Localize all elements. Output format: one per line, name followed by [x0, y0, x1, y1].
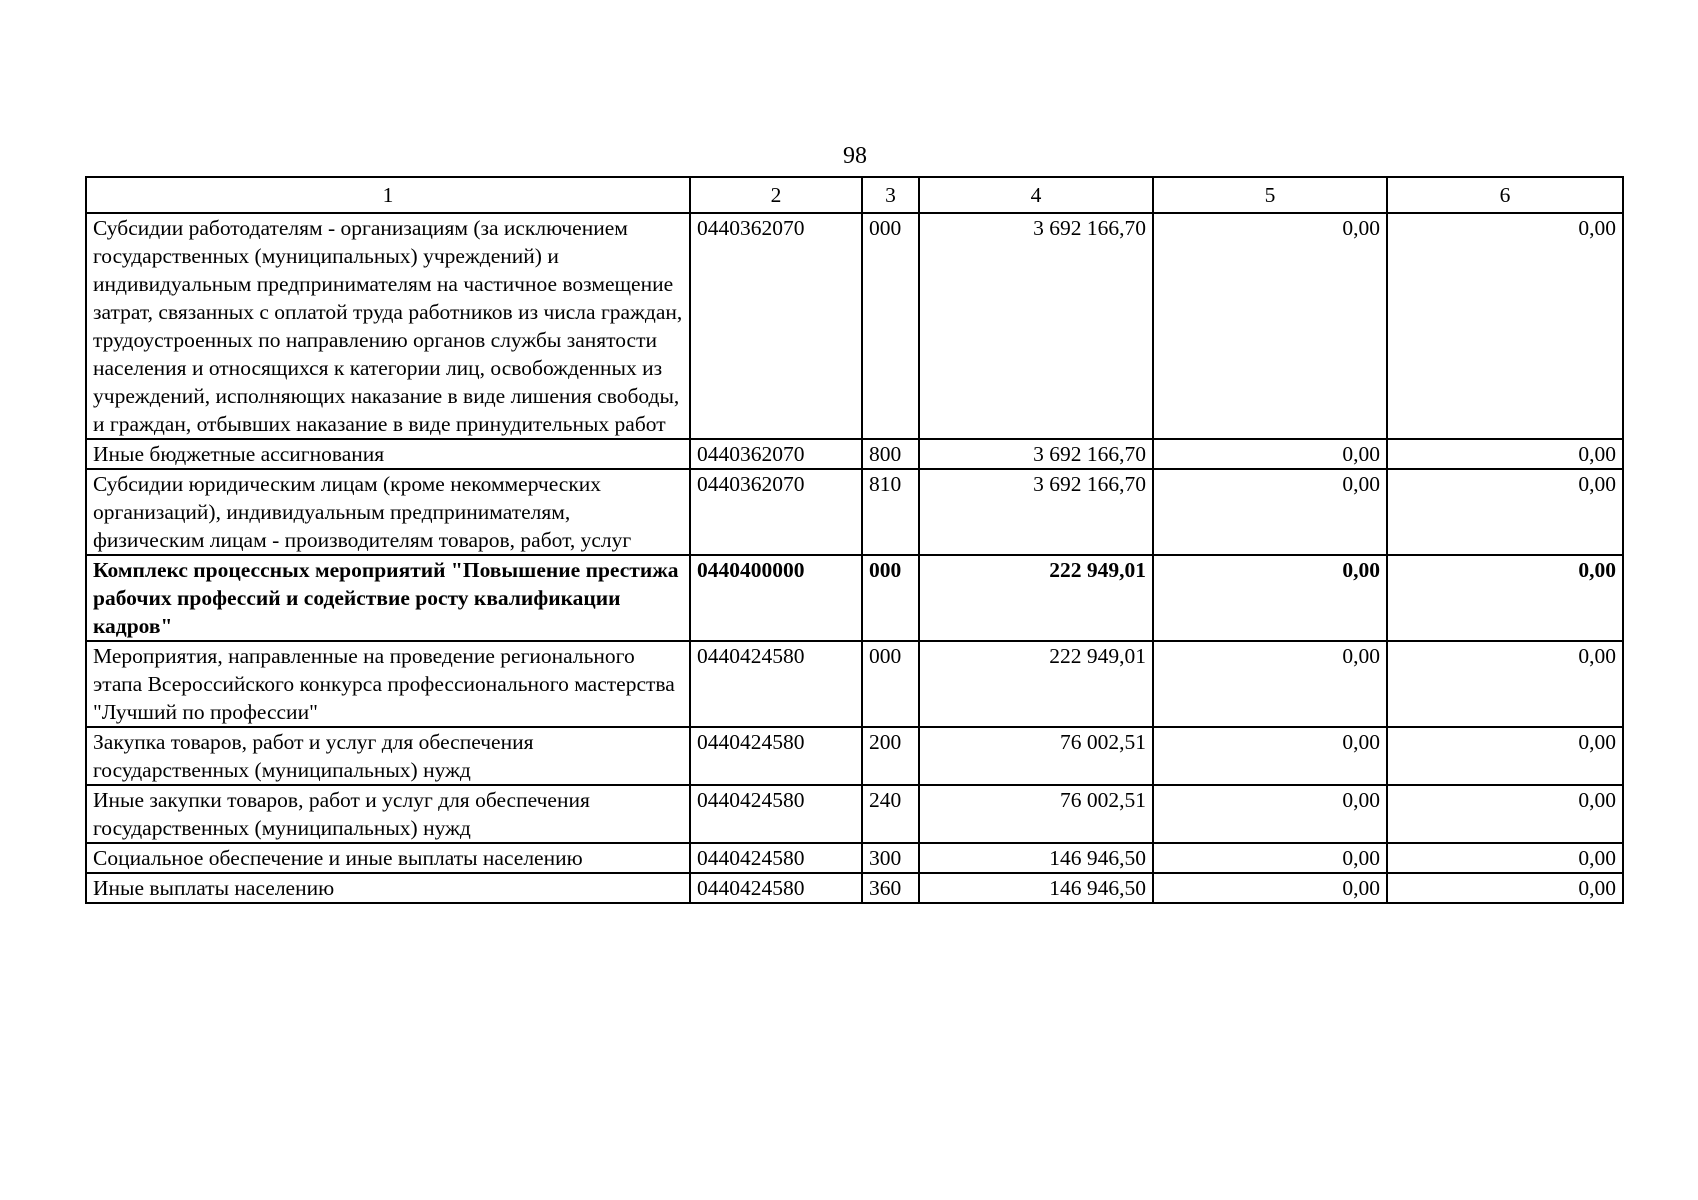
row-name: Иные выплаты населению	[86, 873, 690, 903]
row-name: Иные бюджетные ассигнования	[86, 439, 690, 469]
row-amount-col-5: 0,00	[1153, 641, 1387, 727]
row-program-code: 0440424580	[690, 843, 862, 873]
row-expense-type: 800	[862, 439, 919, 469]
row-program-code: 0440424580	[690, 873, 862, 903]
row-amount-col-5: 0,00	[1153, 213, 1387, 439]
row-program-code: 0440424580	[690, 785, 862, 843]
row-program-code: 0440400000	[690, 555, 862, 641]
header-col-4: 4	[919, 177, 1153, 213]
row-amount-col-4: 222 949,01	[919, 555, 1153, 641]
row-amount-col-4: 146 946,50	[919, 873, 1153, 903]
row-name: Иные закупки товаров, работ и услуг для обеспечения государственных (муниципальных) нужд	[86, 785, 690, 843]
row-expense-type: 000	[862, 555, 919, 641]
table-row	[86, 641, 1623, 727]
row-amount-col-4: 3 692 166,70	[919, 439, 1153, 469]
table-row	[86, 469, 1623, 555]
row-amount-col-4: 146 946,50	[919, 843, 1153, 873]
row-amount-col-4: 3 692 166,70	[919, 469, 1153, 555]
row-amount-col-4: 222 949,01	[919, 641, 1153, 727]
row-name: Мероприятия, направленные на проведение регионального этапа Всероссийского конкурса профессионального мастерства "Лучший по профессии"	[86, 641, 690, 727]
row-amount-col-6: 0,00	[1387, 439, 1623, 469]
header-col-1: 1	[86, 177, 690, 213]
row-amount-col-6: 0,00	[1387, 213, 1623, 439]
row-amount-col-5: 0,00	[1153, 843, 1387, 873]
row-amount-col-5: 0,00	[1153, 469, 1387, 555]
header-row	[86, 177, 1623, 213]
row-amount-col-5: 0,00	[1153, 439, 1387, 469]
row-name: Социальное обеспечение и иные выплаты населению	[86, 843, 690, 873]
row-expense-type: 200	[862, 727, 919, 785]
row-amount-col-6: 0,00	[1387, 555, 1623, 641]
row-amount-col-5: 0,00	[1153, 873, 1387, 903]
row-amount-col-6: 0,00	[1387, 727, 1623, 785]
row-name: Закупка товаров, работ и услуг для обеспечения государственных (муниципальных) нужд	[86, 727, 690, 785]
table-row	[86, 439, 1623, 469]
row-amount-col-6: 0,00	[1387, 641, 1623, 727]
budget-table	[85, 176, 1624, 904]
row-amount-col-5: 0,00	[1153, 555, 1387, 641]
row-amount-col-6: 0,00	[1387, 843, 1623, 873]
row-amount-col-4: 76 002,51	[919, 785, 1153, 843]
row-expense-type: 360	[862, 873, 919, 903]
table-row	[86, 785, 1623, 843]
row-amount-col-4: 3 692 166,70	[919, 213, 1153, 439]
row-amount-col-6: 0,00	[1387, 469, 1623, 555]
row-amount-col-6: 0,00	[1387, 873, 1623, 903]
row-expense-type: 300	[862, 843, 919, 873]
row-name: Субсидии работодателям - организациям (за исключением государственных (муниципальных) учреждений) и индивидуальным предпринимателям на частичное возмещение затрат, связанных с оплатой труда работников из числа граждан, трудоустроенных по направлению органов службы занятости населения и относящихся к категории лиц, освобожденных из учреждений, исполняющих наказание в виде лишения свободы, и граждан, отбывших наказание в виде принудительных работ	[86, 213, 690, 439]
table-row	[86, 555, 1623, 641]
page-number: 98	[843, 143, 867, 169]
row-name: Комплекс процессных мероприятий "Повышение престижа рабочих профессий и содействие росту квалификации кадров"	[86, 555, 690, 641]
row-amount-col-4: 76 002,51	[919, 727, 1153, 785]
table-row	[86, 873, 1623, 903]
row-program-code: 0440362070	[690, 439, 862, 469]
header-col-5: 5	[1153, 177, 1387, 213]
row-program-code: 0440424580	[690, 641, 862, 727]
table-row	[86, 213, 1623, 439]
row-expense-type: 810	[862, 469, 919, 555]
row-program-code: 0440424580	[690, 727, 862, 785]
row-name: Субсидии юридическим лицам (кроме некоммерческих организаций), индивидуальным предпринимателям, физическим лицам - производителям товаров, работ, услуг	[86, 469, 690, 555]
table-body	[86, 213, 1623, 903]
row-expense-type: 000	[862, 641, 919, 727]
table-row	[86, 727, 1623, 785]
row-amount-col-5: 0,00	[1153, 727, 1387, 785]
row-program-code: 0440362070	[690, 213, 862, 439]
header-col-3: 3	[862, 177, 919, 213]
header-col-2: 2	[690, 177, 862, 213]
row-amount-col-5: 0,00	[1153, 785, 1387, 843]
row-program-code: 0440362070	[690, 469, 862, 555]
row-expense-type: 000	[862, 213, 919, 439]
table-row	[86, 843, 1623, 873]
row-amount-col-6: 0,00	[1387, 785, 1623, 843]
header-col-6: 6	[1387, 177, 1623, 213]
row-expense-type: 240	[862, 785, 919, 843]
